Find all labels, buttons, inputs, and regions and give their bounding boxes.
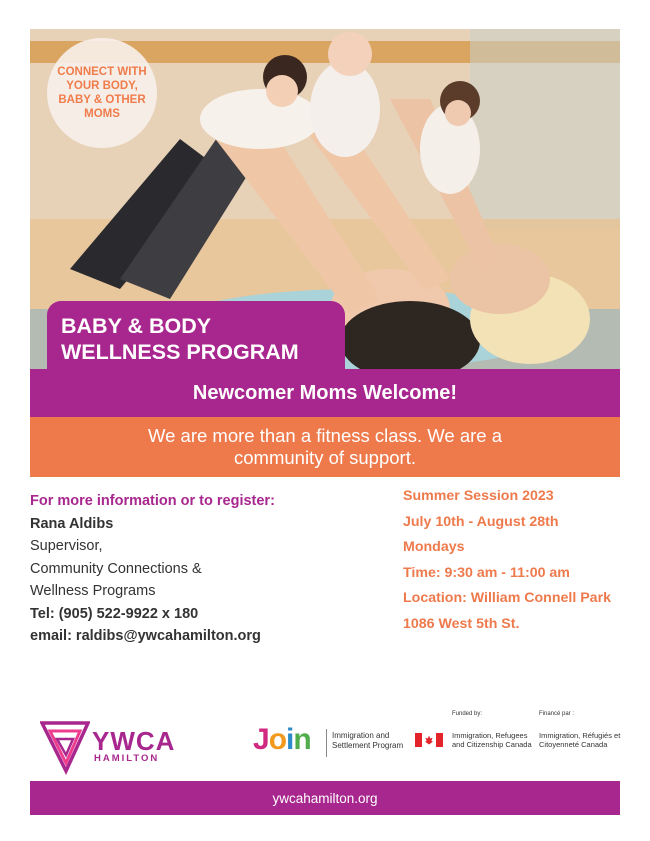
session-day: Mondays	[403, 539, 465, 555]
join-divider	[326, 729, 327, 757]
sponsor-logos	[30, 705, 620, 775]
website-bar	[30, 781, 620, 815]
canada-flag-icon	[415, 733, 443, 747]
join-program-text: Immigration and Settlement Program	[332, 731, 404, 750]
session-location: Location: William Connell Park	[403, 590, 611, 606]
ywca-city: HAMILTON	[94, 753, 160, 764]
contact-email[interactable]: email: raldibs@ywcahamilton.org	[30, 628, 261, 644]
program-title-line1: BABY & BODY	[61, 314, 212, 338]
contact-role-line2: Community Connections &	[30, 560, 202, 577]
tagline-badge	[47, 38, 157, 148]
irc-french: Immigration, Réfugiés et Citoyenneté Canada	[539, 731, 621, 749]
session-address: 1086 West 5th St.	[403, 615, 520, 632]
contact-role-line1: Supervisor,	[30, 538, 103, 554]
headline-text: Newcomer Moms Welcome!	[192, 381, 458, 404]
session-dates: July 10th - August 28th	[403, 513, 559, 530]
funded-by-label: Funded by:	[452, 711, 483, 717]
tagline-text: We are more than a fitness class. We are a community of support.	[147, 425, 503, 468]
session-time: Time: 9:30 am - 11:00 am	[403, 564, 570, 581]
program-title-line2: WELLNESS PROGRAM	[61, 340, 299, 364]
headline-banner	[30, 369, 620, 417]
program-title	[47, 301, 345, 375]
contact-phone[interactable]: Tel: (905) 522-9922 x 180	[30, 605, 199, 622]
join-logo: Join	[253, 723, 311, 756]
contact-role-line3: Wellness Programs	[30, 583, 156, 599]
ywca-wordmark: YWCA	[92, 726, 176, 756]
website-link[interactable]: ywcahamilton.org	[272, 790, 378, 806]
tagline-banner	[30, 417, 620, 477]
session-info	[403, 484, 633, 637]
irc-english: Immigration, Refugees and Citizenship Canada	[452, 731, 532, 749]
session-name: Summer Session 2023	[403, 488, 554, 504]
badge-text: CONNECT WITH YOUR BODY, BABY & OTHER MOMS	[57, 66, 147, 120]
finance-par-label: Financé par :	[539, 711, 575, 717]
contact-info	[30, 490, 360, 648]
contact-name: Rana Aldibs	[30, 515, 114, 532]
contact-heading: For more information or to register:	[30, 493, 275, 509]
ywca-logo-icon	[40, 719, 90, 775]
